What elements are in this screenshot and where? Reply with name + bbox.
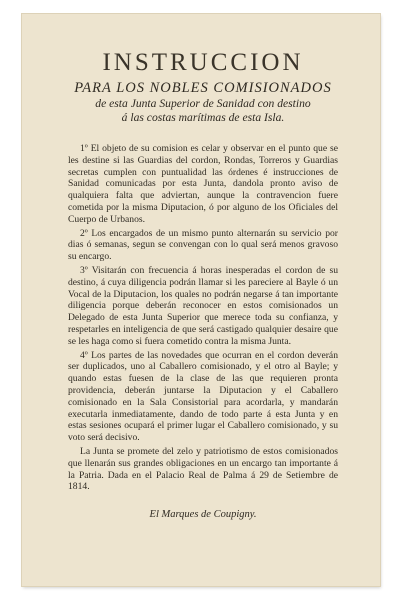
document-page <box>22 14 380 586</box>
paragraph-closing: La Junta se promete del zelo y patriotismo de estos comisionados que llenarán sus grandes obligaciones en un encargo tan importante á la Patria. Dada en el Palacio Real de Palma á 29 de Setiembre de 1814. <box>68 445 338 493</box>
document-subtitle: PARA LOS NOBLES COMISIONADOS <box>74 80 332 96</box>
paragraph-1: 1º El objeto de su comision es celar y observar en el punto que se les destine si las Guardias del cordon, Rondas, Torreros y Guardias secretas cumplen con puntualidad las órdenes é instrucciones de Sanidad comunicadas por esta Junta, dandola pronto aviso de qualquiera falta que adviertan, aunque la contravencion fuere cometida por la misma Diputacion, ó por alguno de los Oficiales del Cuerpo de Urbanos. <box>68 143 338 225</box>
document-body <box>68 143 338 493</box>
document-subtitle-line-2: á las costas marítimas de esta Isla. <box>121 111 285 124</box>
signature: El Marques de Coupigny. <box>149 509 257 521</box>
document-title: INSTRUCCION <box>102 49 304 76</box>
paragraph-4: 4º Los partes de las novedades que ocurran en el cordon deverán ser duplicados, uno al Caballero comisionado, y el otro al Bayle; y quando estas fuesen de la clase de las que requieren pronta providencia, deberán juntarse la Diputacion y el Caballero comisionado en la Sala Consistorial para acordarla, y mandarán executarla inmediatamente, dando de todo parte á esta Junta y en estas sesiones ocupará el primer lugar el Caballero comisionado, y su voto será decisivo. <box>68 349 338 444</box>
paragraph-2: 2º Los encargados de un mismo punto alternarán su servicio por dias ó semanas, segun se convengan con lo qual será menos gravoso su encargo. <box>68 227 338 263</box>
document-content <box>68 50 338 520</box>
paragraph-3: 3º Visitarán con frecuencia á horas inesperadas el cordon de su destino, á cuya diligencia podrán llamar si les pareciere al Bayle ó un Vocal de la Diputacion, los quales no podrán negarse á tan importante diligencia porque deberán reconocer en estos comisionados un Delegado de esta Junta Superior que merece toda su confianza, y respetarles en inteligencia de que será castigado qualquier desaire que se les haga como si fuera cometido contra la misma Junta. <box>68 264 338 347</box>
document-subtitle-line-1: de esta Junta Superior de Sanidad con destino <box>95 97 311 110</box>
